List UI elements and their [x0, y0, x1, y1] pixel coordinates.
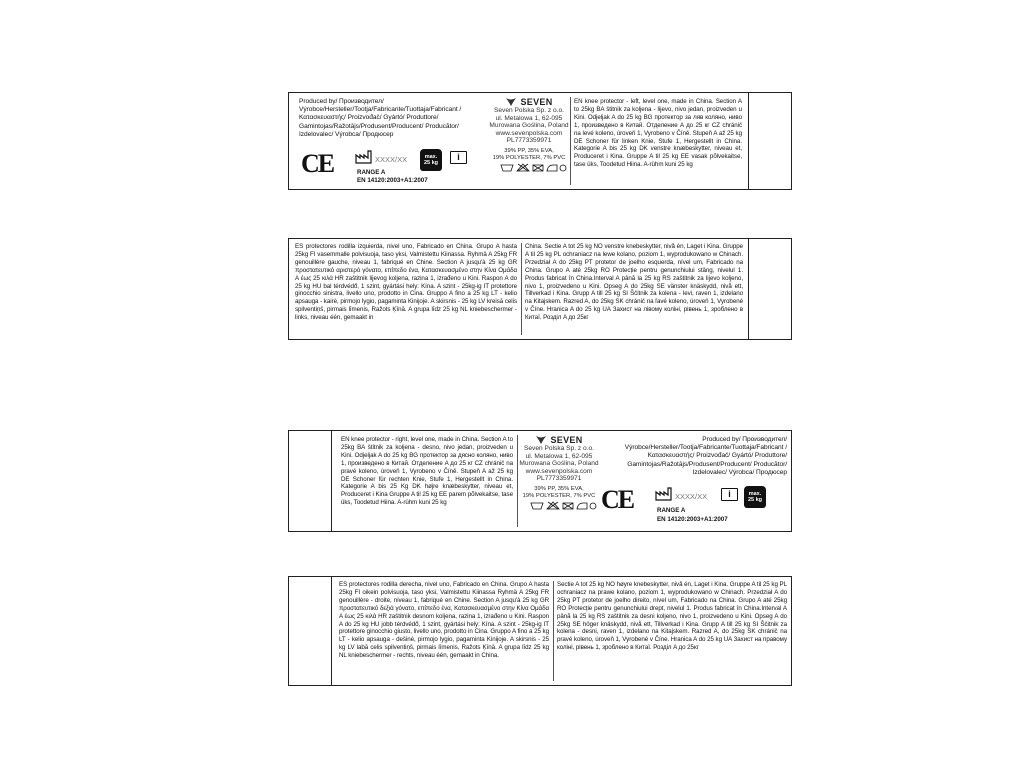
multilingual-text: EN knee protector - left, level one, made in China. Section A to 25kg BA štitnik za koljena - lijevo, nivo jedan, proizveden u Kini. Odjeljak A do 25 kg BG протектор за ляв коляно, ниво 1, произведено в Китай. Отделение A до 25 кг CZ chránič na levé koleno, úroveň 1, Vyrobeno v Číně. Stupeň A až 25 kg DE Schoner für linken Knie, Stufe 1, Hergestellt in China. Kategorie A bis 25 kg DK venstre knæbeskytter, niveau et, Produceret i Kina. Gruppe A til 25 kg EE vasak põlvekaitse, tase üks, Toodetud Hiina. A-rühm kuni 25 kg — [574, 98, 742, 169]
producer-text: Produced by/ Производител/ Výrobce/Hersteller/Tootja/Fabricante/Tuottaja/Fabricant /Κατασκευαστής/ Proizvođač/ Gyártó/ Produttore/ Gamintojas/Ražotājs/Produsent/Producent/ Producător/ Izdelovalec/ Výrobca/ Продюсер — [299, 98, 462, 138]
factory-icon — [655, 487, 673, 501]
brand-logo — [519, 435, 599, 445]
composition-line-1: 39% PP, 35% EVA, — [534, 485, 584, 492]
producer-text: Produced by/ Производител/ Výrobce/Hersteller/Tootja/Fabricante/Tuottaja/Fabricant /Κατασκευαστής/ Proizvođač/ Gyártó/ Produttore/ Gamintojas/Ražotājs/Produsent/Producent/ Producător/ Izdelovalec/ Výrobca/ Продюсер — [624, 436, 787, 476]
label-tab — [289, 577, 332, 685]
divider — [521, 243, 522, 335]
multilingual-text: EN knee protector - right, level one, made in China. Section A to 25kg BA štitnik za koljena - desno, nivo jedan, proizveden u Kini. Odjeljak A do 25 kg BG протектор за дясно коляно, ниво 1, произведено в Китай. Отделение A до 25 кг CZ chránič na pravé koleno, úroveň 1, Vyrobeno v Číně. Stupeň A až 25 kg DE Schoner für rechten Knie, Stufe 1, Hergestellt in China. Kategorie A bis 25 Kg DK højre knæbeskytter, niveau et, Produceret i Kina Gruppe A til 25 kg EE parem põlvekaitse, tase üks, Toodetud Hiina. A-rühm kuni 25 kg — [341, 436, 513, 507]
brand-name: SEVEN — [550, 435, 583, 445]
brand-logo — [489, 97, 569, 107]
company-block — [519, 435, 599, 510]
info-book-icon: i — [721, 488, 738, 501]
label-right-languages — [288, 576, 792, 686]
date-code: XXXX/XX — [675, 492, 708, 501]
divider — [570, 97, 571, 185]
company-vat: PL7773359971 — [536, 475, 582, 483]
label-right-main — [288, 430, 792, 532]
divider — [553, 581, 554, 681]
multilingual-text-right: Sectie A tot 25 kg NO høyre knebeskytter, nivå én, Laget i Kina. Gruppe A til 25 kg PL ochraniacz na prawe kolano, poziom 1, wyprodukowano w Chinach. Przedział A do 25kg PT protetor de joelho direito, nível um, Fabricado na China. Grupo A até 25kg RO Protecție pentru genunchiului drept, nivelul 1. Produs fabricat în China.Interval A până la 25 kg RS zaštitnik za desni koljeno, nivo 1, proizvedeno u Kini. Opseg A do 25kg SE höger knäskydd, nivå ett, Tillverkad i Kina. Grupp A till 25 kg SI Ščitnik za kolena - desni, raven 1, izdelano na Kitajskem. Razred A, do 25kg SK chránič na pravé koleno, úroveň 1, Vyrobené v Číne. Hranica A do 25 kg UA Захист на правому коліні, рівень 1, зроблено в Китаї. Розділ A до 25кг — [557, 581, 787, 652]
range-label: RANGE A — [657, 507, 686, 514]
company-city: Murowana Goślina, Poland — [489, 122, 569, 130]
max-weight-icon — [744, 486, 766, 508]
max-label: max. — [748, 491, 762, 497]
seven-logo-icon — [535, 435, 547, 445]
brand-name: SEVEN — [520, 97, 553, 107]
seven-logo-icon — [505, 97, 517, 107]
label-left-main — [288, 92, 792, 190]
label-tab — [289, 431, 332, 531]
date-code: XXXX/XX — [375, 155, 408, 164]
standard-label: EN 14120:2003+A1:2007 — [657, 516, 728, 523]
max-weight-icon — [420, 149, 442, 171]
care-symbols-icon — [519, 501, 599, 510]
company-street: ul. Metalowa 1, 62-095 — [495, 114, 563, 122]
standard-label: EN 14120:2003+A1:2007 — [357, 177, 428, 184]
max-label: max. — [424, 154, 438, 160]
multilingual-text-right: China. Sectie A tot 25 kg NO venstre knebeskytter, nivå én, Laget i Kina. Gruppe A til 25 kg PL ochraniacz na lewe kolano, poziom 1, wyprodukowano w Chinach. Przedział A do 25kg PT protetor de joelho esquerda, nível um, Fabricado na China. Grupo A até 25kg RO Protecție pentru genunchiului stâng, nivelul 1. Produs fabricat în China.Interval A până la 25 kg RS zaštitnik za lijevo koljeno, nivo 1, proizvedeno u Kini. Opseg A do 25kg SE vänster knäskydd, nivå ett, Tillverkad i Kina. Grupp A till 25 kg SI Ščitnik za kolena - levi, raven 1, izdelano na Kitajskem. Razred A, do 25kg SK chránič na ľavé koleno, úroveň 1, Vyrobené v Číne. Hranica A do 25 kg UA Захист на лівому коліні, рівень 1, зроблено в Китаї. Розділ A до 25кг — [525, 243, 743, 322]
label-left-languages — [288, 238, 792, 340]
care-symbols-icon — [489, 163, 569, 172]
composition-line-1: 39% PP, 35% EVA, — [504, 147, 554, 154]
multilingual-text-left: ES protectores rodilla izquierda, nivel uno, Fabricado en China. Grupo A hasta 25kg FI vasemmalle polvisuoja, taso yksi, Valmistettu Kiinassa. Ryhmä A 25kg FR genouillère gauche, niveau 1, fabriqué en Chine. Section A jusqu'à 25 kg GR προστατευτικό αριστερό γόνατο, επίπεδο ένα, Κατασκευασμένο στην Κίνα Ομάδα A έως 25 κιλά HR zaštitnik lijevog koljena, razina 1, izrađeno u Kini. Raspon A do 25 kg HU bal térdvédő, 1 szint, gyártási hely: Kína. A szint - 25kg-ig IT protettore ginocchio sinistra, livello uno, prodotto in Cina. Gruppo A fino a 25 kg LT - kelio apsauga - kairė, pirmojo lygio, pagaminta Kinijoje. A skirsnis - 25 kg LV kreisā celis spilventiņš, pirmais līmenis, Ražots Ķīnā. A grupa līdz 25 kg NL kniebeschermer - links, niveau één, gemaakt in — [295, 243, 517, 322]
factory-icon — [355, 150, 373, 164]
multilingual-text-left: ES protectores rodilla derecha, nivel uno, Fabricado en China. Grupo A hasta 25kg FI oikein polvisuoja, taso yksi, Valmistettu Kiinassa Ryhmä A 25kg FR genouillère - droite, niveau 1, fabriqué en Chine. Section A jusqu'à 25 kg GR προστατευτικό δεξιά γόνατο, επίπεδο ένα, Κατασκευασμένο στην Κίνα Ομάδα A έως 25 κιλά HR zaštitnik desnom koljena, razina 1, izrađeno u Kini. Raspon A do 25 kg HU jobb térdvédő, 1 szint, gyártási hely: Kína. A szint - 25kg-ig IT protettore ginocchio giusto, livello uno, prodotto in Cina. Gruppo A fino a 25 kg LT - kelio apsauga - dešinė, pirmojo lygio, pagaminta Kinijoje. A skirsnis - 25 kg LV labā celis spilventiņš, pirmais līmenis, Ražots Ķīnā. A grupa līdz 25 kg NL kniebeschermer - rechts, niveau één, gemaakt in China. — [339, 581, 549, 660]
label-tab — [748, 93, 791, 189]
label-tab — [748, 239, 791, 339]
company-block — [489, 97, 569, 172]
company-web: www.sevenpolska.com — [495, 129, 563, 137]
composition-line-2: 19% POLYESTER, 7% PVC — [492, 154, 566, 161]
ce-mark: CE — [601, 485, 634, 514]
company-city: Murowana Goślina, Poland — [519, 460, 599, 468]
info-book-icon: i — [450, 151, 467, 164]
composition-line-2: 19% POLYESTER, 7% PVC — [522, 492, 596, 499]
divider — [517, 435, 518, 527]
company-name: Seven Polska Sp. z o.o. — [493, 107, 564, 114]
range-label: RANGE A — [357, 169, 386, 176]
company-vat: PL7773359971 — [506, 137, 552, 145]
company-web: www.sevenpolska.com — [525, 467, 593, 475]
weight-label: 25 kg — [423, 160, 439, 166]
company-name: Seven Polska Sp. z o.o. — [523, 445, 594, 452]
ce-mark: CE — [301, 149, 334, 178]
weight-label: 25 kg — [747, 497, 763, 503]
company-street: ul. Metalowa 1, 62-095 — [525, 452, 593, 460]
